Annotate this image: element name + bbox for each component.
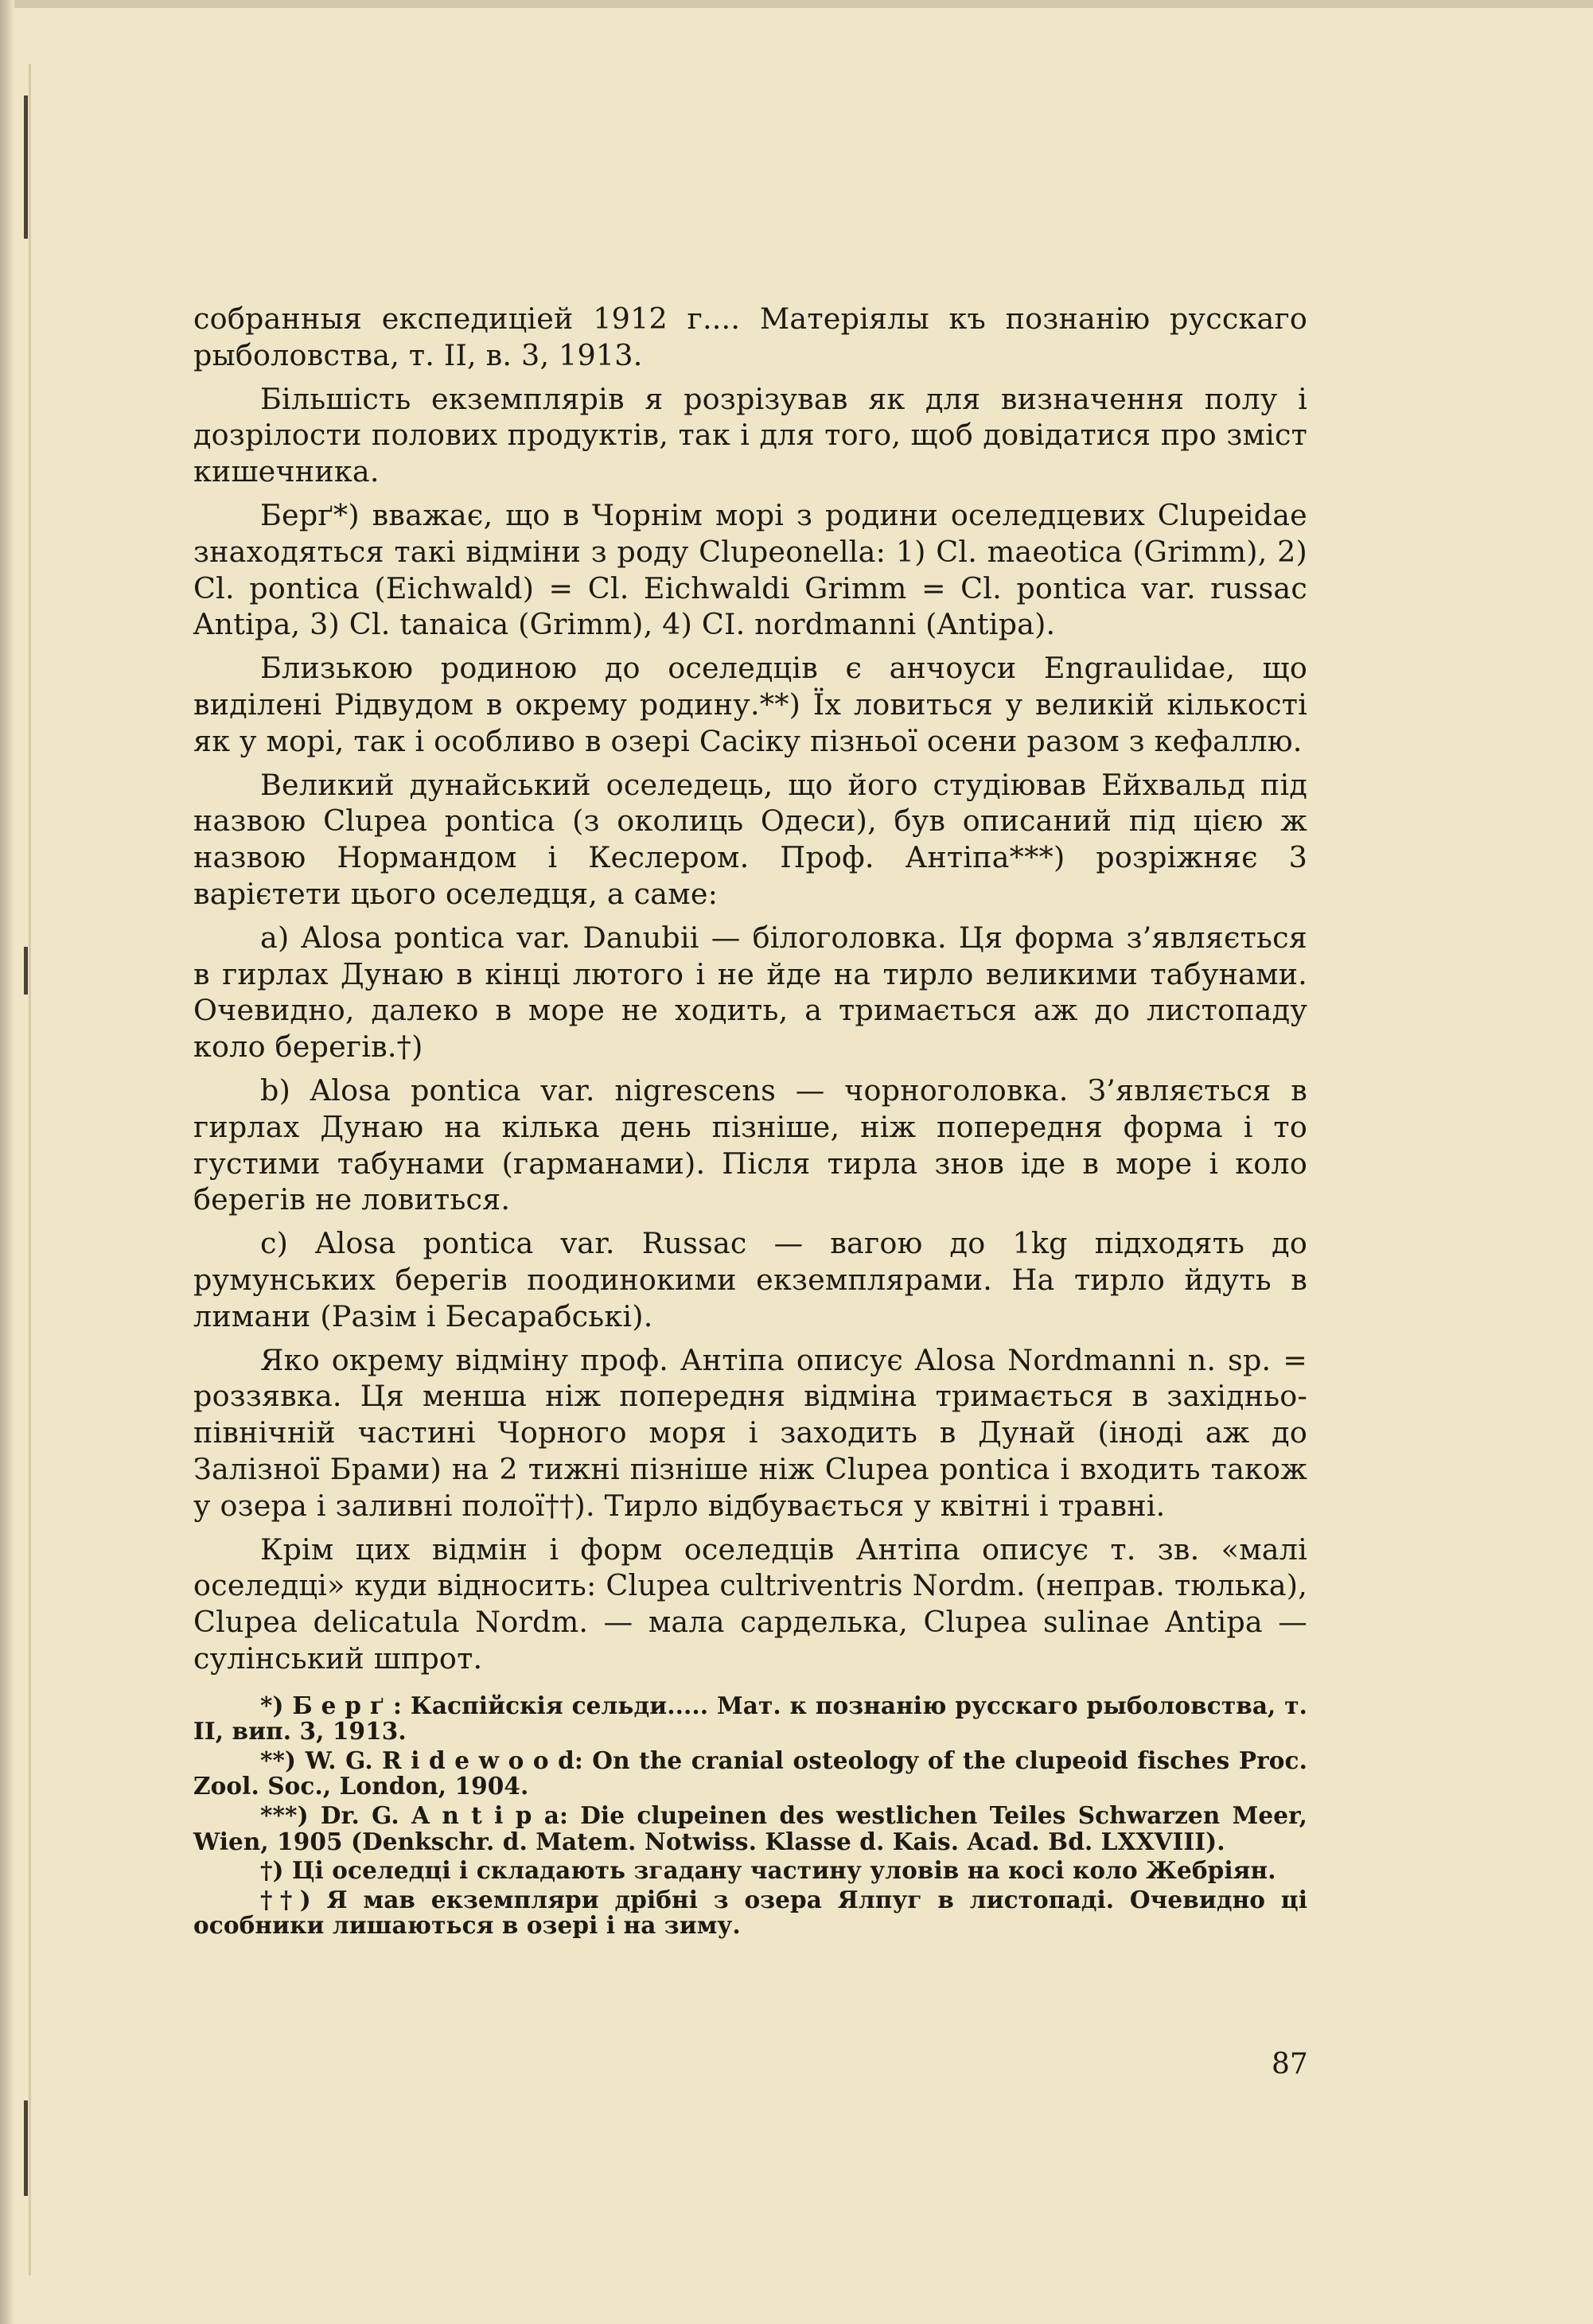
footnote: **) W. G. R i d e w o o d: On the cranial osteology of the clupeoid fisches Proc. Zool. Soc., London, 1904. <box>193 1746 1307 1800</box>
paragraph: b) Alosa pontica var. nigrescens — чорноголовка. З’являється в гирлах Дунаю на кілька день пізніше, ніж попередня форма і то густими табунами (гарманами). Після тирла знов іде в море і коло берегів не ловиться. <box>193 1072 1307 1217</box>
footnote: ††) Я мав екземпляри дрібні з озера Ялпуг в листопаді. Очевидно ці особники лишаються в озері і на зиму. <box>193 1885 1307 1940</box>
paragraph: Великий дунайський оселедець, що його студіював Ейхвальд під назвою Clupea pontica (з околиць Одеси), був описаний під цією ж назвою Нормандом і Кеслером. Проф. Антіпа***) розріжняє 3 варієтети цього оселедця, а саме: <box>193 767 1307 911</box>
binding-line <box>29 64 31 2275</box>
binding-mark <box>24 2100 28 2196</box>
paragraph: Близькою родиною до оселедців є анчоуси Engraulidae, що виділені Рідвудом в окрему родину.**) Їх ловиться у великій кількості як у морі, так і особливо в озері Сасіку пізньої осени разом з кефаллю. <box>193 651 1307 758</box>
paragraph: c) Alosa pontica var. Russac — вагою до 1kg підходять до румунських берегів поодинокими екземплярами. На тирло йдуть в лимани (Разім і Бесарабські). <box>193 1226 1307 1333</box>
footnote: †) Ці оселедці і складають згадану частину уловів на косі коло Жебріян. <box>260 1856 1276 1885</box>
paragraph: собранныя експедиціей 1912 г.... Матеріялы къ познанію русскаго рыболовства, т. II, в. 3, 1913. <box>193 302 1307 372</box>
page-number: 87 <box>1272 2048 1308 2081</box>
paragraph: Берґ*) вважає, що в Чорнім морі з родини оселедцевих Clupeidae знаходяться такі відміни з роду Clupeonella: 1) Cl. maeotica (Grimm), 2) Cl. pontica (Eichwald) = Cl. Eichwaldi Grimm = Cl. pontica var. russac Antipa, 3) Cl. tanaica (Grimm), 4) CI. nordmanni (Antipa). <box>193 497 1307 642</box>
page-content <box>193 301 1307 1942</box>
paragraph: Крім цих відмін і форм оселедців Антіпа описує т. зв. «малі оселедці» куди відносить: Clupea cultriventris Nordm. (неправ. тюлька), Clupea delicatula Nordm. — мала сарделька, Clupea sulinae Antipa — сулінський шпрот. <box>193 1532 1307 1676</box>
footnotes <box>193 1693 1307 1939</box>
binding-mark <box>24 95 28 239</box>
paragraph: Яко окрему відміну проф. Антіпа описує Alosa Nordmanni n. sp. = роззявка. Ця менша ніж попередня відміна тримається в західньо-північній частині Чорного моря і заходить в Дунай (іноді аж до Залізної Брами) на 2 тижні пізніше ніж Clupea pontica і входить також у озера і заливні полої††). Тирло відбувається у квітні і травні. <box>193 1342 1307 1523</box>
paragraph: Більшість екземплярів я розрізував як для визначення полу і дозрілости полових продуктів, так і для того, щоб довідатися про зміст кишечника. <box>193 381 1307 489</box>
body-text <box>193 301 1307 1677</box>
footnote: ***) Dr. G. A n t i p a: Die clupeinen des westlichen Teiles Schwarzen Meer, Wien, 1905 (Denkschr. d. Matem. Notwiss. Klasse d. Kais. Acad. Bd. LXXVIII). <box>193 1801 1307 1855</box>
page-left-edge <box>0 0 14 2324</box>
paragraph: a) Alosa pontica var. Danubii — білоголовка. Ця форма з’являється в гирлах Дунаю в кінці лютого і не йде на тирло великими табунами. Очевидно, далеко в море не ходить, а тримається аж до листопаду коло берегів.†) <box>193 920 1307 1065</box>
binding-mark <box>24 947 28 995</box>
footnote: *) Б е р ґ : Каспійскія сельди..... Мат. к познанію русскаго рыболовства, т. II, вип. 3, 1913. <box>193 1691 1307 1746</box>
page-top-edge <box>0 0 1593 8</box>
